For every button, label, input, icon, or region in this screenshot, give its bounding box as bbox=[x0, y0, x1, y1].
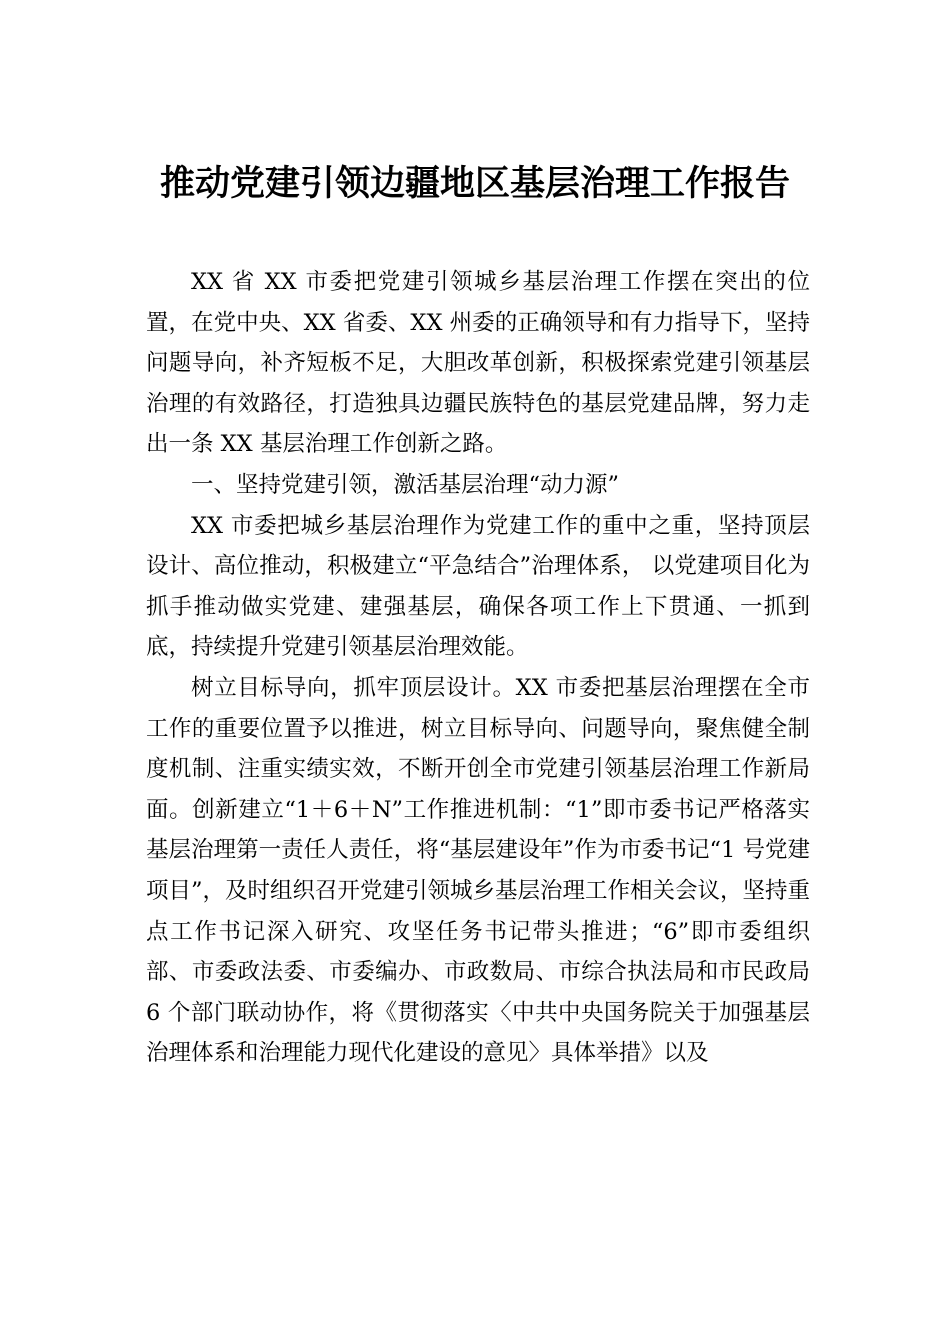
document-body bbox=[146, 262, 810, 1074]
document-title: 推动党建引领边疆地区基层治理工作报告 bbox=[159, 163, 790, 204]
paragraph-goal-orientation: 树立目标导向，抓牢顶层设计。XX 市委把基层治理摆在全市工作的重要位置予以推进，树立目标导向、问题导向，聚焦健全制度机制、注重实绩实效，不断开创全市党建引领基层治理工作新局面。创新建立“1＋6＋N”工作推进机制：“1”即市委书记严格落实基层治理第一责任人责任，将“基层建设年”作为市委书记“1 号党建项目”，及时组织召开党建引领城乡基层治理工作相关会议，坚持重点工作书记深入研究、攻坚任务书记带头推进；“6”即市委组织部、市委政法委、市委编办、市政数局、市综合执法局和市民政局 6 个部门联动协作，将《贯彻落实〈中共中央国务院关于加强基层治理体系和治理能力现代化建设的意见〉具体举措》以及 bbox=[146, 674, 811, 1067]
paragraph-section-1: XX 市委把城乡基层治理作为党建工作的重中之重，坚持顶层设计、高位推动，积极建立“平急结合”治理体系， 以党建项目化为抓手推动做实党建、建强基层，确保各项工作上下贯通、一抓到底，持续提升党建引领基层治理效能。 bbox=[146, 512, 810, 661]
section-heading-1: 一、坚持党建引领，激活基层治理“动力源” bbox=[191, 471, 620, 498]
paragraph-intro: XX 省 XX 市委把党建引领城乡基层治理工作摆在突出的位置，在党中央、XX 省委、XX 州委的正确领导和有力指导下，坚持问题导向，补齐短板不足，大胆改革创新，积极探索党建引领基层治理的有效路径，打造独具边疆民族特色的基层党建品牌，努力走出一条 XX 基层治理工作创新之路。 bbox=[146, 269, 810, 458]
